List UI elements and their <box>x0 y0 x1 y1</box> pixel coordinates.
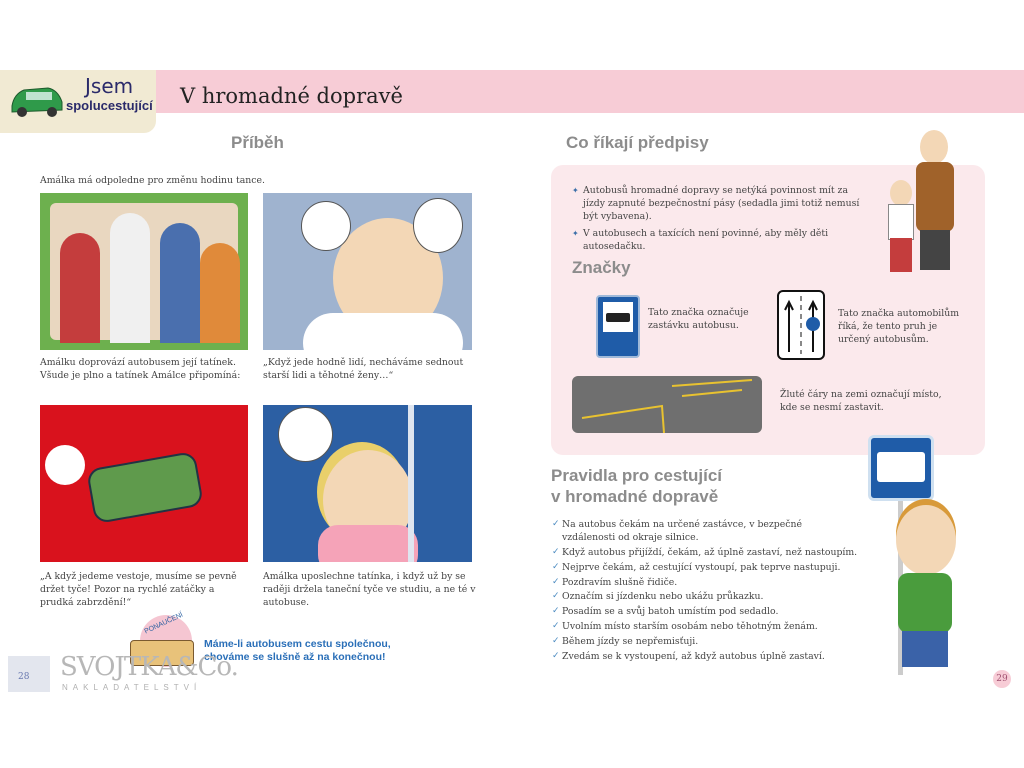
pravidla-item: ✓ Když autobus přijíždí, čekám, až úplně zastaví, než nastoupím. <box>552 546 842 561</box>
father-and-child-illustration <box>886 130 976 280</box>
pravidla-item: ✓ Označím si jízdenku nebo ukážu průkazku. <box>552 590 842 605</box>
publisher-logo: SVOJTKA&Co. <box>60 652 238 682</box>
caption-3: „A když jedeme vestoje, musíme se pevně držet tyče! Pozor na rychlé zatáčky a prudká zabrzdění!“ <box>40 571 237 608</box>
green-car-icon <box>8 82 64 118</box>
story-intro: Amálka má odpoledne pro změnu hodinu tance. <box>40 175 265 186</box>
bus-lane-sign-icon <box>777 290 825 360</box>
caption-1: Amálku doprovází autobusem její tatínek. Všude je plno a tatínek Amálce připomíná: <box>40 357 241 381</box>
pravidla-heading-line2: v hromadné dopravě <box>551 487 719 506</box>
pravidla-item: ✓ Nejprve čekám, až cestující vystoupí, pak teprve nastupuji. <box>552 561 842 576</box>
bus-stop-sign-large-icon <box>868 435 934 501</box>
pravidla-item: ✓ Uvolním místo starším osobám nebo těhotným ženám. <box>552 620 842 635</box>
lesson-badge-label: PONAUČENÍ <box>143 611 185 636</box>
sign2-text: Tato značka automobilům říká, že tento pruh je určený autobusům. <box>838 308 960 345</box>
page-number-left: 28 <box>18 672 30 682</box>
lines-text: Žluté čáry na zemi označují místo, kde se nesmí zastavit. <box>780 389 942 413</box>
rule-item: ✦ V autobusech a taxících není povinné, aby měly děti autosedačku. <box>572 227 872 253</box>
comic-panel-bus-turning <box>40 405 248 562</box>
tab-subtitle: spolucestující <box>66 98 153 113</box>
pravidla-item: ✓ Posadím se a svůj batoh umístím pod sedadlo. <box>552 605 842 620</box>
pravidla-item: ✓ Na autobus čekám na určené zastávce, v bezpečné vzdálenosti od okraje silnice. <box>552 518 842 546</box>
lesson-text: Máme-li autobusem cestu společnou, chováme se slušně až na konečnou! <box>204 638 391 663</box>
signs-heading: Značky <box>572 258 631 277</box>
pravidla-item: ✓ Pozdravím slušně řidiče. <box>552 576 842 591</box>
page-title: V hromadné dopravě <box>180 84 403 108</box>
yellow-lines-photo <box>572 376 762 433</box>
comic-panel-girl <box>263 405 472 562</box>
pravidla-heading-line1: Pravidla pro cestující <box>551 466 723 485</box>
pravidla-heading <box>551 465 722 507</box>
comic-panel-father <box>263 193 472 350</box>
caption-4: Amálka uposlechne tatínka, i když už by se raději držela taneční tyče ve studiu, a ne té v autobuse. <box>263 571 476 608</box>
bus-stop-sign-icon <box>596 295 640 358</box>
pravidla-item: ✓ Zvedám se k vystoupení, až když autobus úplně zastaví. <box>552 650 842 665</box>
publisher-sub: NAKLADATELSTVÍ <box>62 683 202 692</box>
pravidla-item: ✓ Během jízdy se nepřemisťuji. <box>552 635 842 650</box>
story-heading: Příběh <box>231 133 284 152</box>
rule-item: ✦ Autobusů hromadné dopravy se netýká povinnost mít za jízdy zapnuté bezpečnostní pásy (sedadla jimi totiž nemusí být vybavena). <box>572 184 872 223</box>
page-number-right: 29 <box>993 670 1011 688</box>
sign1-text: Tato značka označuje zastávku autobusu. <box>648 307 749 331</box>
caption-2: „Když jede hodně lidí, necháváme sednout starší lidi a těhotné ženy…“ <box>263 357 464 381</box>
rules-heading: Co říkají předpisy <box>566 133 709 152</box>
boy-illustration <box>886 505 976 675</box>
comic-panel-crowded-bus <box>40 193 248 350</box>
tab-title: Jsem <box>85 74 134 98</box>
